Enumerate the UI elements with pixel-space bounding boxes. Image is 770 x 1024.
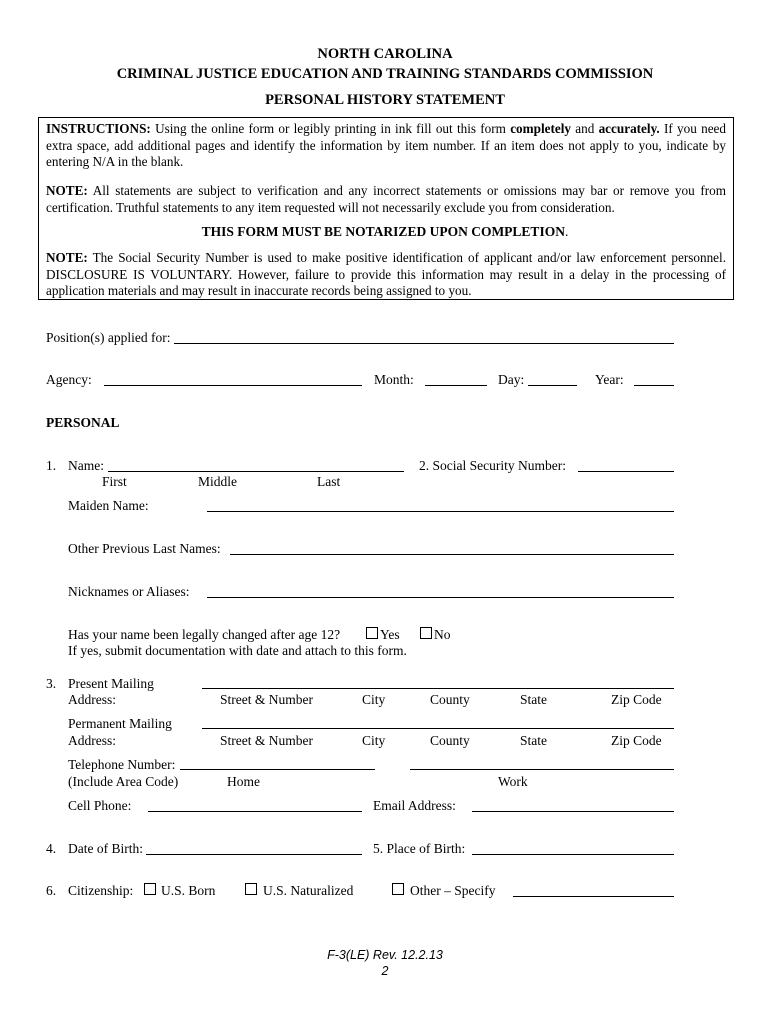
name-first-caption: First: [102, 474, 127, 489]
ssn-label: 2. Social Security Number:: [419, 458, 566, 473]
email-field[interactable]: [472, 811, 674, 812]
present-street-caption: Street & Number: [220, 692, 313, 707]
work-phone-field[interactable]: [410, 769, 674, 770]
present-city-caption: City: [362, 692, 386, 707]
name-changed-question: Has your name been legally changed after age 12?: [68, 627, 341, 642]
present-address-field[interactable]: [202, 688, 674, 689]
maiden-name-label: Maiden Name:: [68, 498, 149, 513]
item-6-number: 6.: [46, 883, 57, 898]
name-label: Name:: [68, 458, 104, 473]
citizenship-label: Citizenship:: [68, 883, 134, 898]
other-last-names-label: Other Previous Last Names:: [68, 541, 221, 556]
permanent-city-caption: City: [362, 733, 386, 748]
header-commission: CRIMINAL JUSTICE EDUCATION AND TRAINING STANDARDS COMMISSION: [116, 66, 654, 82]
name-changed-no-checkbox[interactable]: [420, 627, 432, 639]
permanent-address-label: Permanent Mailing: [68, 716, 172, 731]
us-naturalized-label: U.S. Naturalized: [263, 883, 354, 898]
year-field[interactable]: [634, 385, 674, 386]
pob-label: 5. Place of Birth:: [373, 841, 466, 856]
name-changed-yes-checkbox[interactable]: [366, 627, 378, 639]
home-phone-caption: Home: [227, 774, 260, 789]
email-label: Email Address:: [373, 798, 456, 813]
form-revision: F-3(LE) Rev. 12.2.13: [327, 948, 443, 962]
name-changed-note: If yes, submit documentation with date and attach to this form.: [68, 643, 407, 658]
instructions-paragraph: INSTRUCTIONS: Using the online form or legibly printing in ink fill out this form completely and accurately. If you need extra space, add additional pages and identify the information by item number. If an item does not apply to you, indicate by entering N/A in the blank.: [46, 121, 726, 170]
nicknames-label: Nicknames or Aliases:: [68, 584, 190, 599]
form-title: PERSONAL HISTORY STATEMENT: [265, 92, 505, 108]
notarize-notice: THIS FORM MUST BE NOTARIZED UPON COMPLETION.: [201, 224, 569, 239]
permanent-address-label-2: Address:: [68, 733, 116, 748]
telephone-label: Telephone Number:: [68, 757, 176, 772]
dob-field[interactable]: [146, 854, 362, 855]
cell-phone-field[interactable]: [148, 811, 362, 812]
name-last-caption: Last: [317, 474, 341, 489]
name-middle-caption: Middle: [198, 474, 237, 489]
agency-field[interactable]: [104, 385, 362, 386]
month-field[interactable]: [425, 385, 487, 386]
telephone-area-code-note: (Include Area Code): [68, 774, 179, 789]
present-address-label-2: Address:: [68, 692, 116, 707]
name-field[interactable]: [108, 471, 404, 472]
permanent-street-caption: Street & Number: [220, 733, 313, 748]
home-phone-field[interactable]: [180, 769, 375, 770]
us-born-label: U.S. Born: [161, 883, 216, 898]
day-label: Day:: [498, 372, 525, 387]
positions-label: Position(s) applied for:: [46, 330, 171, 345]
month-label: Month:: [374, 372, 414, 387]
present-address-label: Present Mailing: [68, 676, 154, 691]
item-4-number: 4.: [46, 841, 57, 856]
permanent-address-field[interactable]: [202, 728, 674, 729]
present-state-caption: State: [520, 692, 547, 707]
header-state: NORTH CAROLINA: [317, 46, 453, 62]
agency-label: Agency:: [46, 372, 92, 387]
maiden-name-field[interactable]: [207, 511, 674, 512]
other-citizenship-label: Other – Specify: [410, 883, 496, 898]
present-zip-caption: Zip Code: [611, 692, 662, 707]
us-naturalized-checkbox[interactable]: [245, 883, 257, 895]
ssn-field[interactable]: [578, 471, 674, 472]
other-citizenship-checkbox[interactable]: [392, 883, 404, 895]
work-phone-caption: Work: [498, 774, 528, 789]
item-1-number: 1.: [46, 458, 57, 473]
personal-heading: PERSONAL: [46, 415, 120, 430]
dob-label: Date of Birth:: [68, 841, 143, 856]
permanent-zip-caption: Zip Code: [611, 733, 662, 748]
us-born-checkbox[interactable]: [144, 883, 156, 895]
other-last-names-field[interactable]: [230, 554, 674, 555]
pob-field[interactable]: [472, 854, 674, 855]
cell-phone-label: Cell Phone:: [68, 798, 132, 813]
positions-field[interactable]: [174, 343, 674, 344]
note-ssn: NOTE: The Social Security Number is used to make positive identification of applicant and/or law enforcement personnel. DISCLOSURE IS VOLUNTARY. However, failure to provide this information may result in a delay in the processing of application materials and may result in inaccurate records being assigned to you.: [46, 250, 726, 299]
item-3-number: 3.: [46, 676, 57, 691]
nicknames-field[interactable]: [207, 597, 674, 598]
permanent-county-caption: County: [430, 733, 470, 748]
name-changed-no-label: No: [434, 627, 451, 642]
note-verification: NOTE: All statements are subject to verification and any incorrect statements or omissions may bar or remove you from certification. Truthful statements to any item requested will not necessarily exclude you from consideration.: [46, 183, 726, 215]
day-field[interactable]: [528, 385, 577, 386]
page-number: 2: [381, 964, 389, 978]
present-county-caption: County: [430, 692, 470, 707]
other-citizenship-field[interactable]: [513, 896, 674, 897]
year-label: Year:: [595, 372, 624, 387]
permanent-state-caption: State: [520, 733, 547, 748]
instructions-label: INSTRUCTIONS:: [46, 121, 151, 136]
name-changed-yes-label: Yes: [380, 627, 400, 642]
